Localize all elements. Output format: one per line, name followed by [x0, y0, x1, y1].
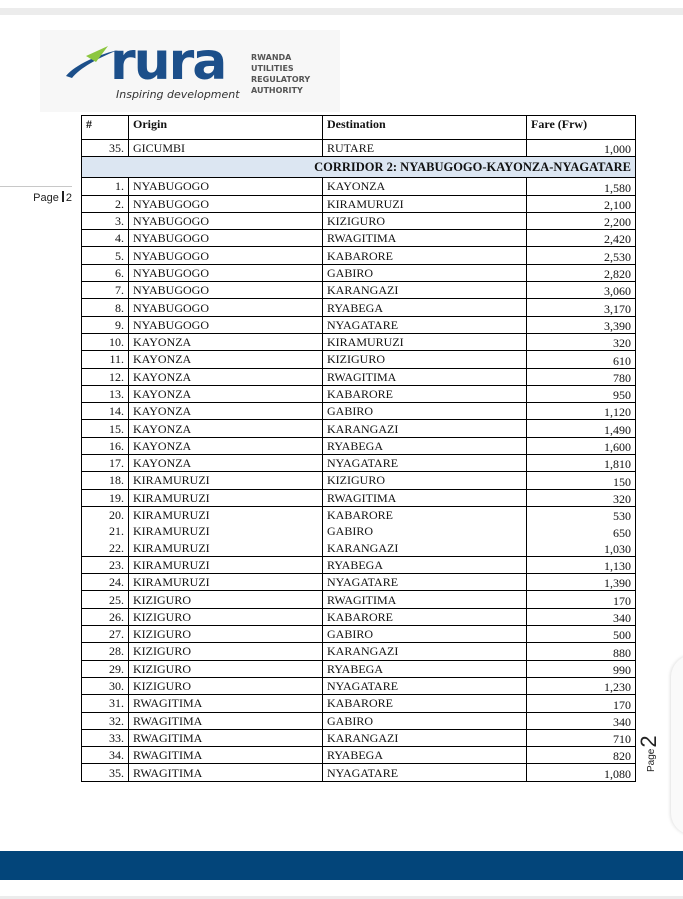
table-row [82, 556, 636, 573]
table-row [82, 540, 636, 557]
row-origin: KIRAMURUZI [129, 523, 323, 539]
row-destination: KARANGAZI [323, 282, 527, 299]
row-number: 30. [82, 677, 129, 694]
column-header-fare: Fare (Frw) [527, 116, 636, 140]
row-origin: RWAGITIMA [129, 747, 323, 764]
row-destination: GABIRO [323, 712, 527, 729]
row-origin: KAYONZA [129, 351, 323, 368]
table-row [82, 230, 636, 247]
page-side-number: 2 [636, 735, 661, 748]
row-fare: 320 [527, 489, 636, 506]
row-fare: 150 [527, 472, 636, 489]
table-row [82, 368, 636, 385]
row-number: 23. [82, 556, 129, 573]
authority-line: UTILITIES [251, 64, 294, 73]
page-number-label [0, 191, 72, 204]
table-row [82, 695, 636, 712]
row-destination: NYAGATARE [323, 677, 527, 694]
row-destination: NYAGATARE [323, 316, 527, 333]
row-destination: RYABEGA [323, 747, 527, 764]
row-fare: 710 [527, 729, 636, 746]
table-row [82, 626, 636, 643]
row-origin: KIRAMURUZI [129, 489, 323, 506]
viewer-side-handle[interactable] [671, 655, 683, 835]
row-destination: NYAGATARE [323, 455, 527, 472]
page-label-rule [0, 186, 72, 187]
row-destination: GABIRO [323, 403, 527, 420]
row-origin: NYABUGOGO [129, 195, 323, 212]
row-destination: KIZIGURO [323, 351, 527, 368]
row-number: 34. [82, 747, 129, 764]
row-origin: KAYONZA [129, 403, 323, 420]
row-fare: 1,490 [527, 420, 636, 437]
page-label-text: Page [33, 192, 59, 204]
row-number: 29. [82, 660, 129, 677]
row-destination: RWAGITIMA [323, 368, 527, 385]
row-destination: KIZIGURO [323, 472, 527, 489]
authority-line: RWANDA [251, 53, 292, 62]
table-row [82, 437, 636, 454]
table-row [82, 420, 636, 437]
row-number: 3. [82, 212, 129, 229]
logo-tagline: Inspiring development [116, 88, 240, 101]
corridor-title: CORRIDOR 2: NYABUGOGO-KAYONZA-NYAGATARE [82, 157, 636, 178]
row-origin: NYABUGOGO [129, 282, 323, 299]
row-destination: RYABEGA [323, 660, 527, 677]
row-number: 9. [82, 316, 129, 333]
row-fare: 1,080 [527, 764, 636, 781]
row-origin: NYABUGOGO [129, 299, 323, 316]
row-origin: KIZIGURO [129, 608, 323, 625]
table-row [82, 212, 636, 229]
table-row [82, 729, 636, 746]
row-number: 24. [82, 574, 129, 591]
row-origin: KIZIGURO [129, 643, 323, 660]
row-fare: 820 [527, 747, 636, 764]
row-destination: KARANGAZI [323, 540, 527, 557]
row-number: 7. [82, 282, 129, 299]
table-row [82, 764, 636, 781]
row-origin: GICUMBI [129, 140, 323, 157]
row-destination: RWAGITIMA [323, 489, 527, 506]
table-row [82, 747, 636, 764]
table-row [82, 660, 636, 677]
row-origin: KIZIGURO [129, 677, 323, 694]
row-number: 18. [82, 472, 129, 489]
row-fare: 170 [527, 591, 636, 608]
table-row [82, 608, 636, 625]
row-number: 10. [82, 333, 129, 350]
row-fare: 610 [527, 351, 636, 368]
row-fare: 1,390 [527, 574, 636, 591]
table-row [82, 591, 636, 608]
table-row [82, 264, 636, 281]
row-number: 26. [82, 608, 129, 625]
row-number: 6. [82, 264, 129, 281]
row-destination: RYABEGA [323, 299, 527, 316]
table-row [82, 643, 636, 660]
row-number: 19. [82, 489, 129, 506]
row-number: 25. [82, 591, 129, 608]
row-fare: 320 [527, 333, 636, 350]
table-row [82, 140, 636, 157]
authority-line: AUTHORITY [251, 86, 303, 95]
row-fare: 500 [527, 626, 636, 643]
page-label-divider [62, 191, 64, 202]
row-origin: KIZIGURO [129, 660, 323, 677]
table-row [82, 316, 636, 333]
row-number: 13. [82, 385, 129, 402]
row-destination: GABIRO [323, 523, 527, 539]
row-number: 14. [82, 403, 129, 420]
row-destination: GABIRO [323, 626, 527, 643]
viewer-top-bar [0, 8, 683, 15]
row-origin: KIRAMURUZI [129, 574, 323, 591]
row-number: 11. [82, 351, 129, 368]
row-fare: 780 [527, 368, 636, 385]
row-fare: 3,390 [527, 316, 636, 333]
table-row [82, 178, 636, 195]
row-origin: KAYONZA [129, 455, 323, 472]
row-origin: KAYONZA [129, 437, 323, 454]
row-destination: KARANGAZI [323, 643, 527, 660]
row-destination: RUTARE [323, 140, 527, 157]
table-row [82, 574, 636, 591]
row-fare: 990 [527, 660, 636, 677]
table-row [82, 455, 636, 472]
table-row [82, 195, 636, 212]
column-header-number: # [82, 116, 129, 140]
row-fare: 950 [527, 385, 636, 402]
logo-wordmark: rura [110, 32, 226, 92]
table-row [82, 403, 636, 420]
row-origin: KAYONZA [129, 420, 323, 437]
row-number: 27. [82, 626, 129, 643]
footer-band [0, 851, 683, 880]
table-row [82, 712, 636, 729]
table-body [82, 140, 636, 782]
row-fare: 1,120 [527, 403, 636, 420]
table-row [82, 385, 636, 402]
row-destination: KABARORE [323, 247, 527, 264]
row-origin: KIRAMURUZI [129, 472, 323, 489]
row-fare: 1,580 [527, 178, 636, 195]
row-number: 35. [82, 140, 129, 157]
column-header-origin: Origin [129, 116, 323, 140]
fare-table [81, 115, 636, 782]
row-fare: 650 [527, 523, 636, 539]
row-origin: KAYONZA [129, 333, 323, 350]
row-number: 28. [82, 643, 129, 660]
table-row [82, 299, 636, 316]
row-origin: KIRAMURUZI [129, 540, 323, 557]
row-origin: KIRAMURUZI [129, 506, 323, 523]
row-number: 15. [82, 420, 129, 437]
row-origin: KIZIGURO [129, 591, 323, 608]
row-fare: 1,030 [527, 540, 636, 557]
row-origin: KIZIGURO [129, 626, 323, 643]
page-side-label [636, 735, 662, 772]
row-fare: 2,820 [527, 264, 636, 281]
row-number: 12. [82, 368, 129, 385]
authority-line: REGULATORY [251, 75, 311, 84]
row-origin: NYABUGOGO [129, 316, 323, 333]
row-number: 5. [82, 247, 129, 264]
row-number: 1. [82, 178, 129, 195]
row-destination: NYAGATARE [323, 764, 527, 781]
row-number: 16. [82, 437, 129, 454]
row-fare: 170 [527, 695, 636, 712]
table-row [82, 282, 636, 299]
table-header-row [82, 116, 636, 140]
row-number: 35. [82, 764, 129, 781]
row-destination: RYABEGA [323, 437, 527, 454]
row-fare: 2,420 [527, 230, 636, 247]
row-origin: NYABUGOGO [129, 178, 323, 195]
row-origin: RWAGITIMA [129, 729, 323, 746]
row-fare: 1,230 [527, 677, 636, 694]
rura-logo [40, 30, 340, 112]
row-destination: KIZIGURO [323, 212, 527, 229]
row-origin: RWAGITIMA [129, 695, 323, 712]
row-origin: KAYONZA [129, 368, 323, 385]
row-destination: KIRAMURUZI [323, 333, 527, 350]
row-destination: KABARORE [323, 506, 527, 523]
row-origin: KIRAMURUZI [129, 556, 323, 573]
table-row [82, 472, 636, 489]
row-fare: 2,100 [527, 195, 636, 212]
table-row [82, 351, 636, 368]
row-fare: 3,060 [527, 282, 636, 299]
row-destination: RWAGITIMA [323, 591, 527, 608]
table-row [82, 489, 636, 506]
page-side-text: Page [646, 748, 657, 772]
row-number: 4. [82, 230, 129, 247]
row-number: 8. [82, 299, 129, 316]
page-label-number: 2 [65, 192, 72, 204]
row-fare: 880 [527, 643, 636, 660]
row-origin: KAYONZA [129, 385, 323, 402]
row-number: 17. [82, 455, 129, 472]
row-fare: 340 [527, 608, 636, 625]
row-fare: 1,810 [527, 455, 636, 472]
row-origin: RWAGITIMA [129, 764, 323, 781]
column-header-destination: Destination [323, 116, 527, 140]
row-destination: KABARORE [323, 608, 527, 625]
row-destination: KABARORE [323, 385, 527, 402]
row-number: 2. [82, 195, 129, 212]
row-fare: 1,600 [527, 437, 636, 454]
row-origin: NYABUGOGO [129, 247, 323, 264]
table-row [82, 247, 636, 264]
row-number: 32. [82, 712, 129, 729]
row-origin: NYABUGOGO [129, 212, 323, 229]
table-row [82, 523, 636, 539]
row-fare: 340 [527, 712, 636, 729]
row-origin: NYABUGOGO [129, 230, 323, 247]
row-number: 31. [82, 695, 129, 712]
logo-authority-text [251, 52, 310, 96]
row-fare: 530 [527, 506, 636, 523]
table-row [82, 506, 636, 523]
table-row [82, 677, 636, 694]
row-destination: KARANGAZI [323, 729, 527, 746]
row-fare: 2,200 [527, 212, 636, 229]
table-row [82, 333, 636, 350]
row-destination: KAYONZA [323, 178, 527, 195]
row-destination: KABARORE [323, 695, 527, 712]
row-fare: 1,000 [527, 140, 636, 157]
row-destination: KIRAMURUZI [323, 195, 527, 212]
row-origin: RWAGITIMA [129, 712, 323, 729]
row-destination: NYAGATARE [323, 574, 527, 591]
row-destination: RYABEGA [323, 556, 527, 573]
row-number: 22. [82, 540, 129, 557]
row-destination: RWAGITIMA [323, 230, 527, 247]
row-destination: KARANGAZI [323, 420, 527, 437]
row-number: 33. [82, 729, 129, 746]
row-fare: 3,170 [527, 299, 636, 316]
row-number: 20. [82, 506, 129, 523]
corridor-heading-row [82, 157, 636, 178]
row-fare: 1,130 [527, 556, 636, 573]
row-fare: 2,530 [527, 247, 636, 264]
row-destination: GABIRO [323, 264, 527, 281]
row-origin: NYABUGOGO [129, 264, 323, 281]
row-number: 21. [82, 523, 129, 539]
